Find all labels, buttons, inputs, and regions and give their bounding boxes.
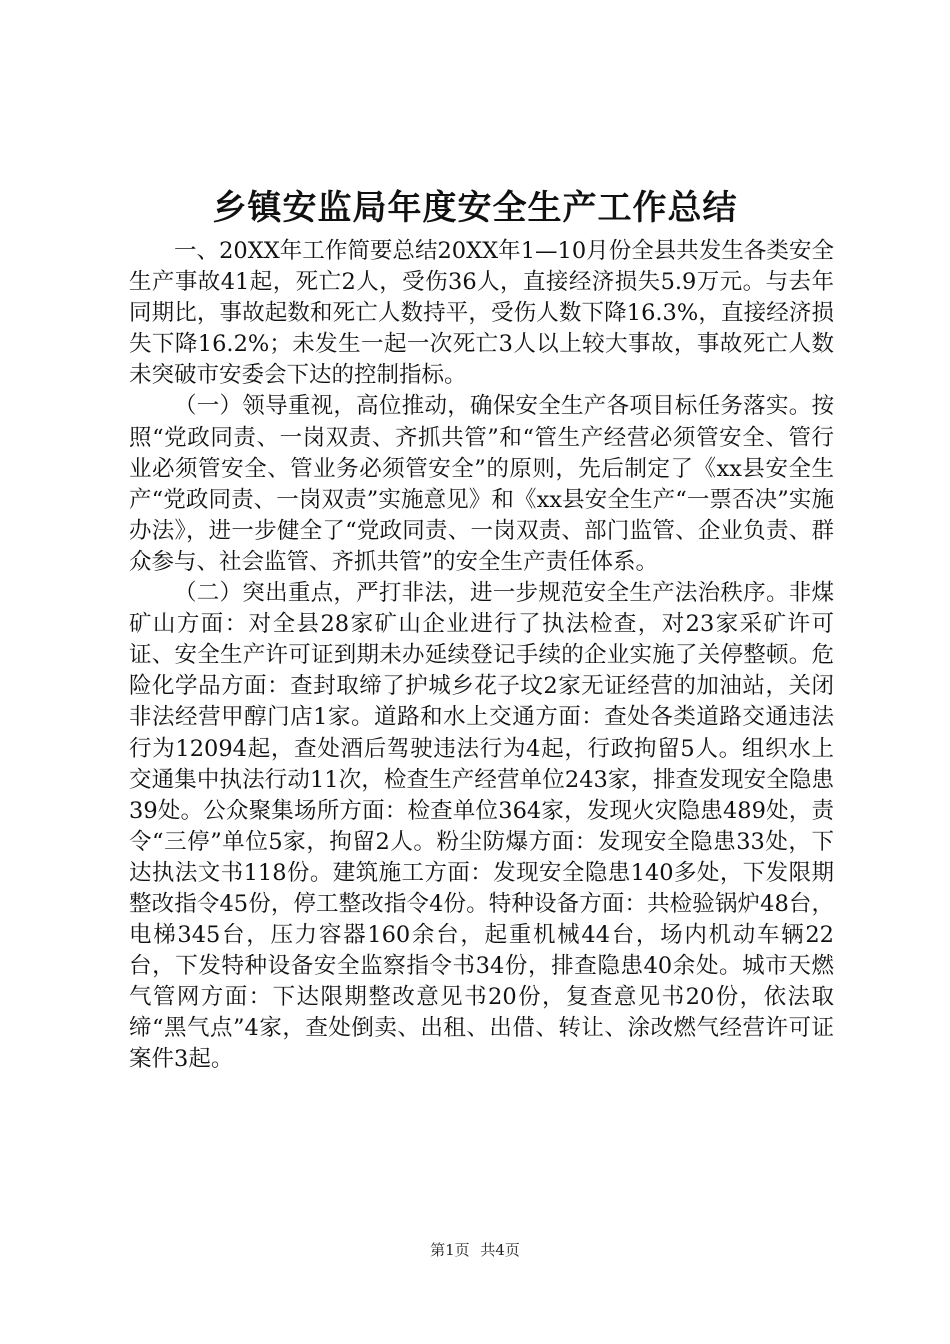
- document-body: [129, 236, 834, 1076]
- paragraph-enforcement: （二）突出重点，严打非法，进一步规范安全生产法治秩序。非煤矿山方面：对全县28家矿山企业进行了执法检查，对23家采矿许可证、安全生产许可证到期未办延续登记手续的企业实施了关停整顿。危险化学品方面：查封取缔了护城乡花子坟2家无证经营的加油站，关闭非法经营甲醇门店1家。道路和水上交通方面：查处各类道路交通违法行为12094起，查处酒后驾驶违法行为4起，行政拘留5人。组织水上交通集中执法行动11次，检查生产经营单位243家，排查发现安全隐患39处。公众聚集场所方面：检查单位364家，发现火灾隐患489处，责令“三停”单位5家，拘留2人。粉尘防爆方面：发现安全隐患33处，下达执法文书118份。建筑施工方面：发现安全隐患140多处，下发限期整改指令45份，停工整改指令4份。特种设备方面：共检验锅炉48台，电梯345台，压力容器160余台，起重机械44台，场内机动车辆22台，下发特种设备安全监察指令书34份，排查隐患40余处。城市天燃气管网方面：下达限期整改意见书20份，复查意见书20份，依法取缔“黑气点”4家，查处倒卖、出租、出借、转让、涂改燃气经营许可证案件3起。: [129, 580, 834, 1073]
- page-number: 第1页: [430, 1241, 470, 1259]
- page-total: 共4页: [480, 1241, 520, 1259]
- document-title: 乡镇安监局年度安全生产工作总结: [212, 188, 738, 228]
- paragraph-leadership: （一）领导重视，高位推动，确保安全生产各项目标任务落实。按照“党政同责、一岗双责、齐抓共管”和“管生产经营必须管安全、管行业必须管安全、管业务必须管安全”的原则，先后制定了《xx县安全生产“党政同责、一岗双责”实施意见》和《xx县安全生产“一票否决”实施办法》，进一步健全了“党政同责、一岗双责、部门监管、企业负责、群众参与、社会监管、齐抓共管”的安全生产责任体系。: [129, 393, 834, 575]
- paragraph-summary: 一、20XX年工作简要总结20XX年1—10月份全县共发生各类安全生产事故41起，死亡2人，受伤36人，直接经济损失5.9万元。与去年同期比，事故起数和死亡人数持平，受伤人数下降16.3%，直接经济损失下降16.2%；未发生一起一次死亡3人以上较大事故，事故死亡人数未突破市安委会下达的控制指标。: [129, 238, 834, 389]
- page-footer: [0, 1240, 950, 1260]
